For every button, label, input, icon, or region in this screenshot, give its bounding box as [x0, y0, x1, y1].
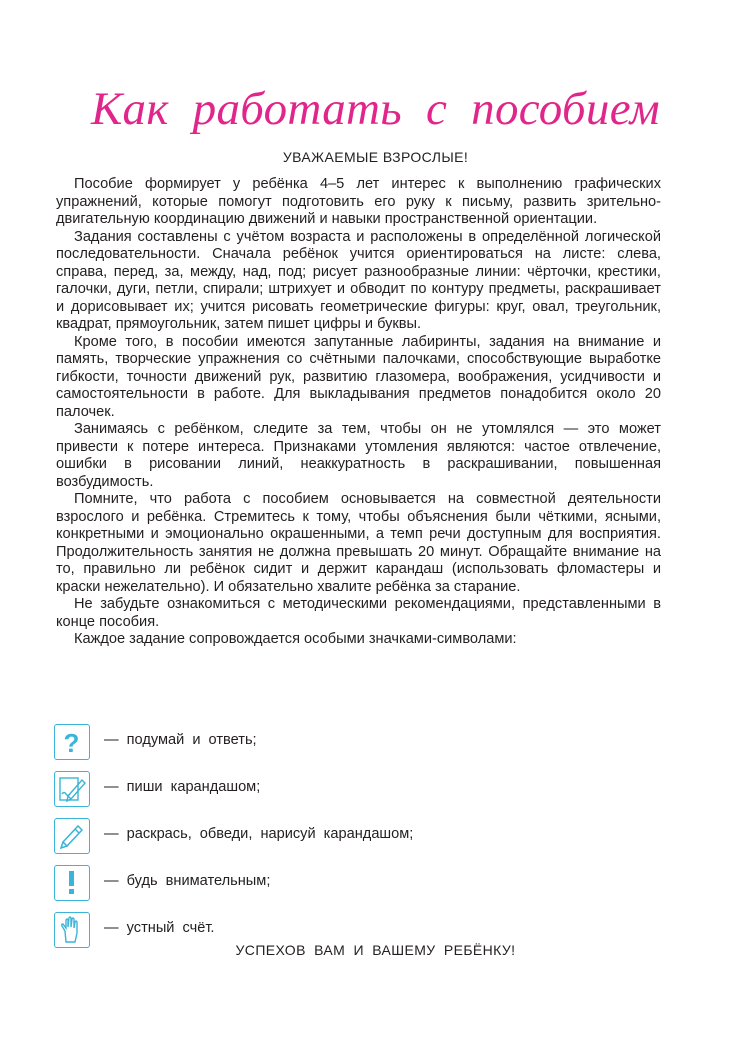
body-text [56, 176, 661, 649]
svg-text:?: ? [63, 728, 80, 758]
legend-item-color [54, 818, 674, 865]
legend-label: — подумай и ответь; [104, 732, 257, 748]
paragraph: Помните, что работа с пособием основывается на совместной деятельности взрослого и ребёнка. Стремитесь к тому, чтобы объяснения были чёткими, ясными, конкретными и эмоционально окрашенными, а темп речи доступным для восприятия. Продолжительность занятия не должна превышать 20 минут. Обращайте внимание на то, правильно ли ребёнок сидит и держит карандаш (использовать фломастеры и краски нежелательно). И обязательно хвалите ребёнка за старание. [56, 491, 661, 595]
legend-label: — раскрась, обведи, нарисуй карандашом; [104, 826, 414, 842]
paragraph: Задания составлены с учётом возраста и расположены в определённой логической последовательности. Сначала ребёнок учится ориентироваться на листе: слева, справа, перед, за, между, над, под; рисует разнообразные линии: чёрточки, крестики, галочки, дуги, петли, спирали; штрихует и обводит по контуру предметы, раскрашивает и дорисовывает их; учится рисовать геометрические фигуры: круг, овал, треугольник, квадрат, прямоугольник, затем пишет цифры и буквы. [56, 228, 661, 332]
closing-message: УСПЕХОВ ВАМ И ВАШЕМУ РЕБЁНКУ! [235, 942, 516, 958]
paragraph: Каждое задание сопровождается особыми значками-символами: [74, 631, 517, 647]
exclamation-icon [54, 865, 90, 901]
symbol-legend [54, 724, 674, 959]
paragraph: Кроме того, в пособии имеются запутанные лабиринты, задания на внимание и память, творческие упражнения со счётными палочками, способствующие выработке гибкости, точности движений рук, развитию глазомера, воображения, усидчивости и самостоятельности в работе. Для выкладывания предметов понадобится около 20 палочек. [56, 333, 661, 420]
legend-item-write [54, 771, 674, 818]
legend-item-think [54, 724, 674, 771]
legend-label: — будь внимательным; [104, 873, 271, 889]
page-title: Как работать с пособием [91, 83, 660, 135]
paragraph: Пособие формирует у ребёнка 4–5 лет интерес к выполнению графических упражнений, которые помогут подготовить его руку к письму, развить зрительно-двигательную координацию движений и навыки пространственной ориентации. [56, 176, 661, 227]
write-pencil-icon [54, 771, 90, 807]
paragraph: Не забудьте ознакомиться с методическими рекомендациями, представленными в конце пособия. [56, 596, 661, 630]
subtitle: УВАЖАЕМЫЕ ВЗРОСЛЫЕ! [282, 149, 469, 165]
legend-label: — пиши карандашом; [104, 779, 261, 795]
paragraph: Занимаясь с ребёнком, следите за тем, чтобы он не утомлялся — это может привести к потере интереса. Признаками утомления являются: частое отвлечение, ошибки в рисовании линий, неаккуратность в раскрашивании, повышенная возбудимость. [56, 421, 661, 490]
pencil-icon [54, 818, 90, 854]
question-icon [54, 724, 90, 760]
legend-item-attention [54, 865, 674, 912]
legend-label: — устный счёт. [104, 920, 215, 936]
